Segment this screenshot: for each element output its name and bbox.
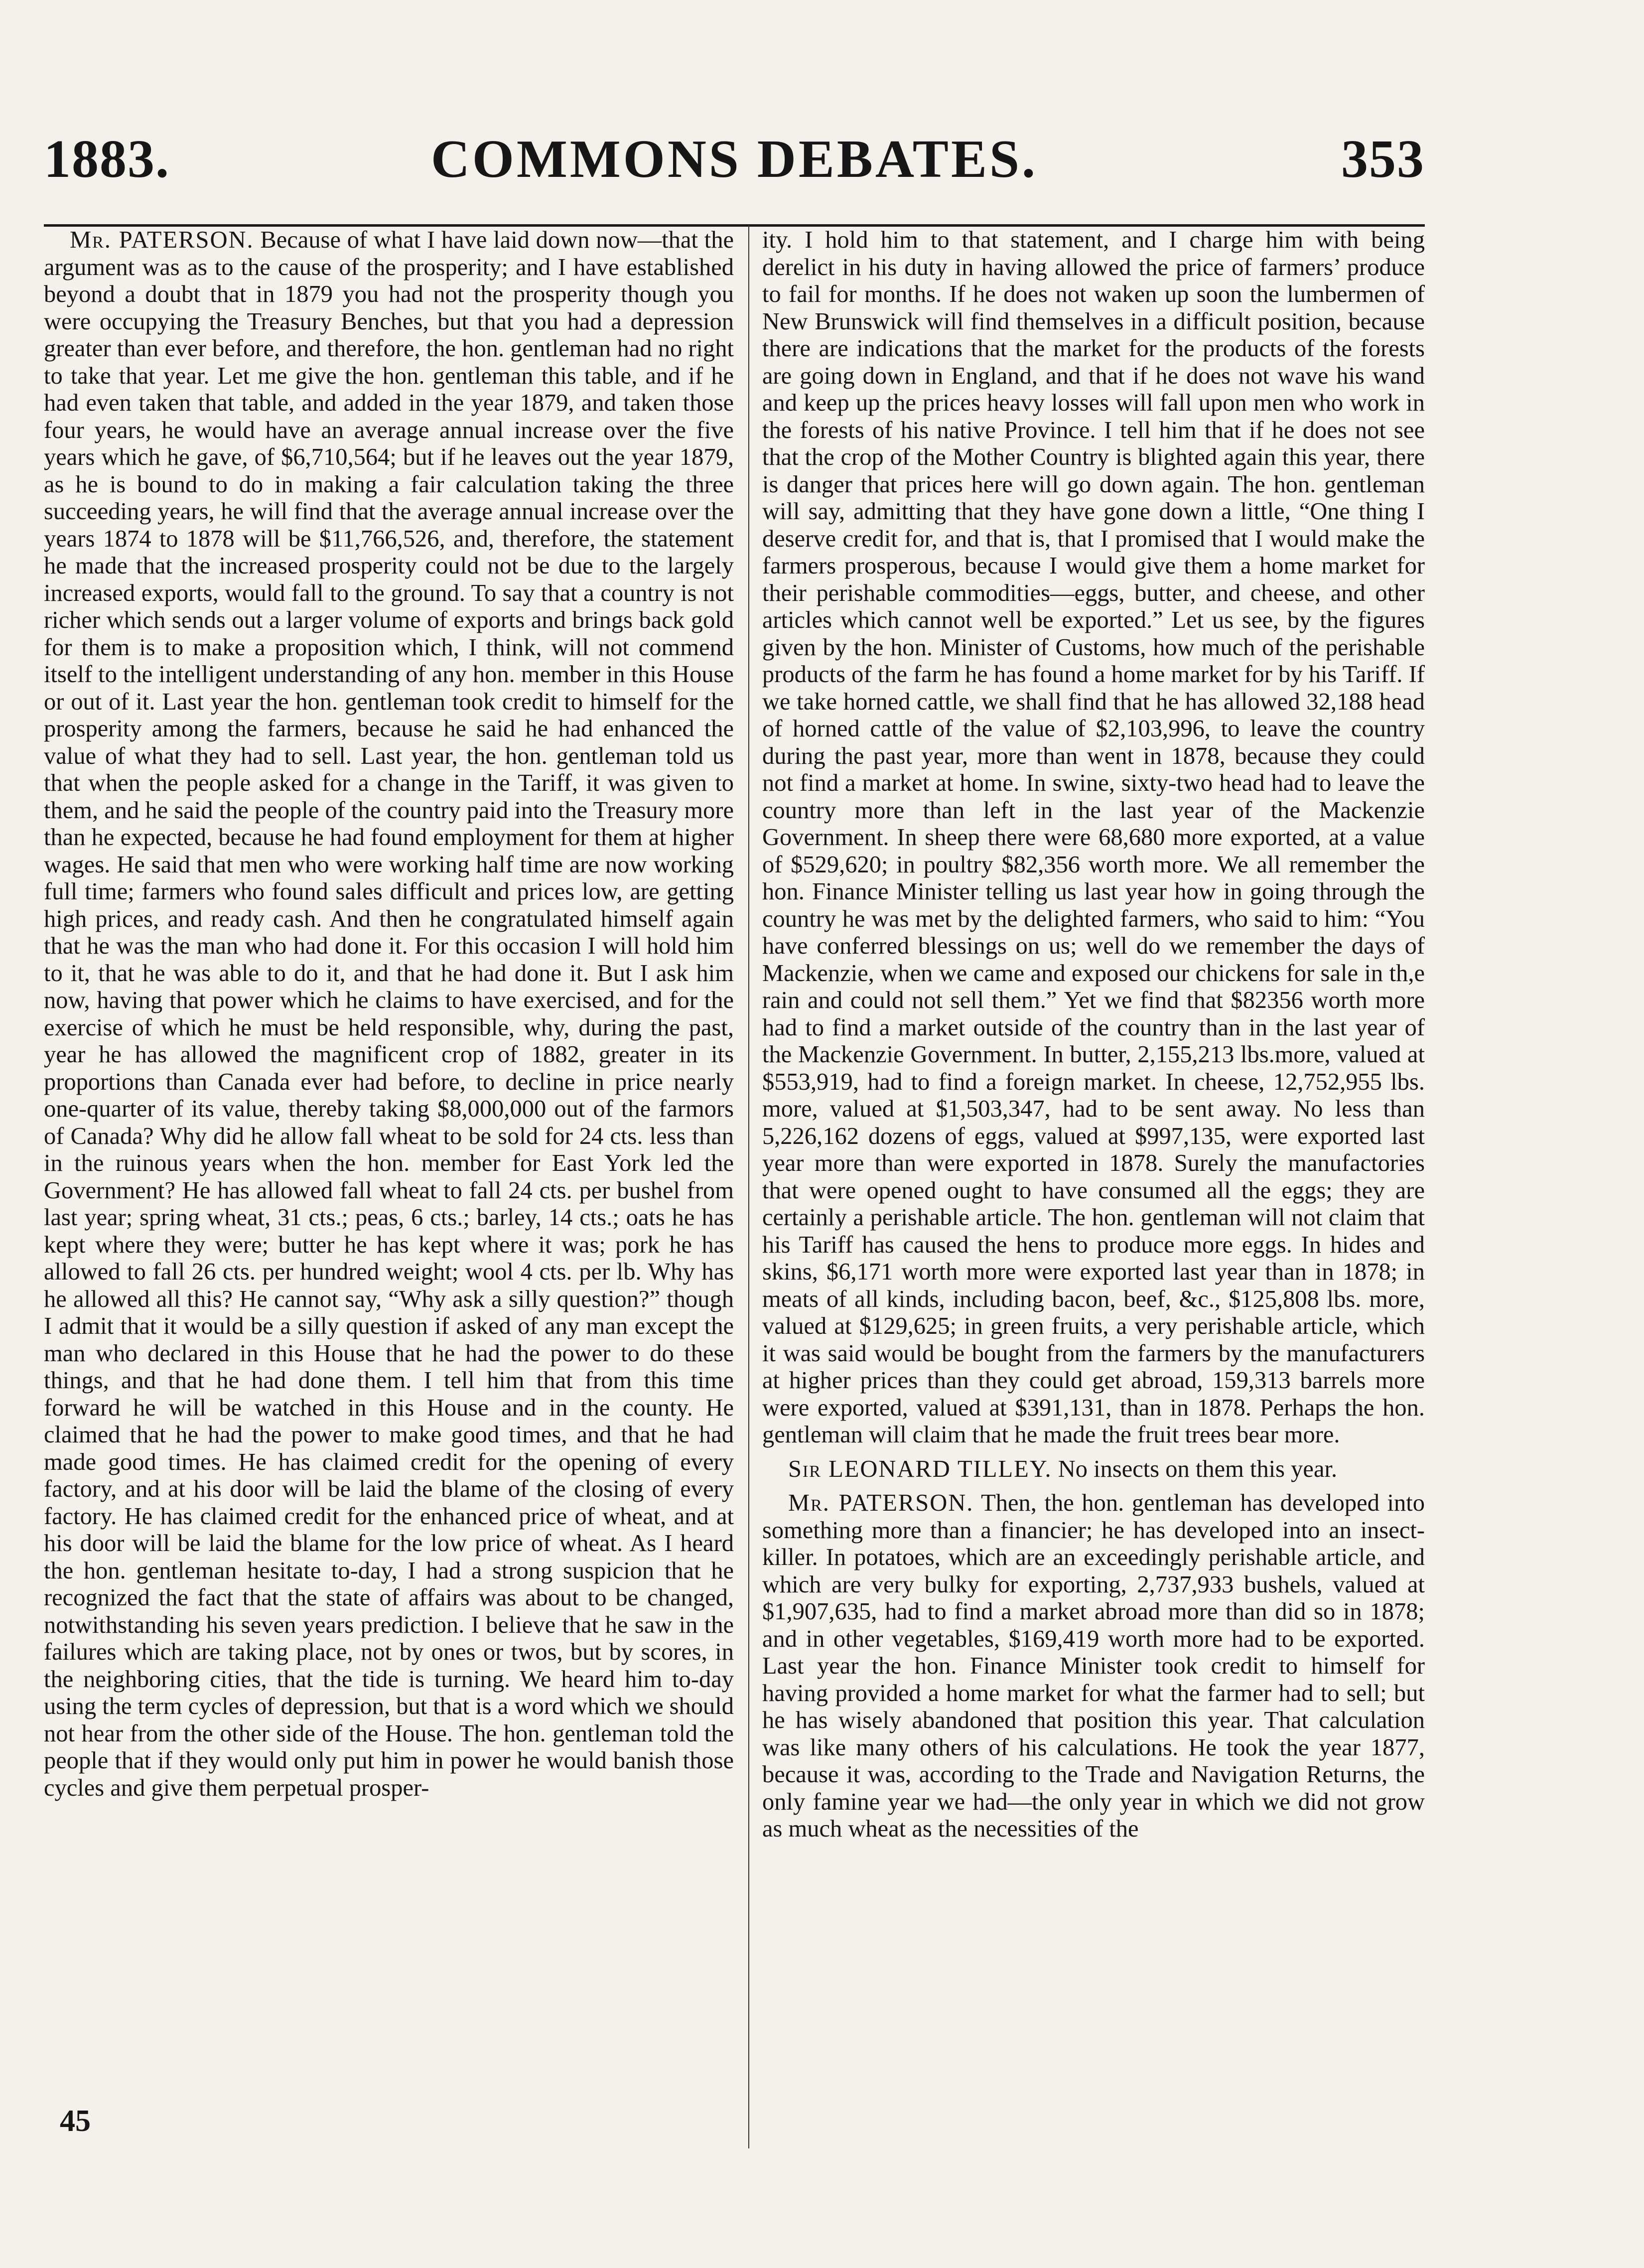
page-header [44,125,1425,214]
paragraph-paterson-1 [44,227,734,1802]
paragraph-text: ity. I hold him to that statement, and I charge him with being derelict in his duty in having allowed the price of farmers’ produce to fail for months. If he does not waken up soon the lumbermen of New Brunswick will find themselves in a difficult position, because there are indications that the market for the products of the forests are going down in England, and that if he does not wave his wand and keep up the prices heavy losses will fall upon men who work in the forests of his native Province. I tell him that if he does not see that the crop of the Mother Country is blighted again this year, there is danger that prices here will go down again. The hon. gentleman will say, admitting that they have gone down a little, “One thing I deserve credit for, and that is, that I promised that I would make the farmers prosperous, because I would give them a home market for their perishable commodities—eggs, butter, and cheese, and other articles which cannot well be exported.” Let us see, by the figures given by the hon. Minister of Customs, how much of the perishable products of the farm he has found a home market for by his Tariff. If we take horned cattle, we shall find that he has allowed 32,188 head of horned cattle of the value of $2,103,996, to leave the country during the past year, more than went in 1878, because they could not find a market at home. In swine, sixty-two head had to leave the country more than left in the last year of the Mackenzie Government. In sheep there were 68,680 more exported, at a value of $529,620; in poultry $82,356 worth more. We all remember the hon. Finance Minister telling us last year how in going through the country he was met by the delighted farmers, who said to him: “You have conferred blessings on us; well do we remember the days of Mackenzie, when we came and exposed our chickens for sale in th,e rain and could not sell them.” Yet we find that $82356 worth more had to find a market outside of the country than in the last year of the Mackenzie Government. In butter, 2,155,213 lbs.more, valued at $553,919, had to find a foreign market. In cheese, 12,752,955 lbs. more, valued at $1,503,347, had to be sent away. No less than 5,226,162 dozens of eggs, valued at $997,135, were exported last year more than were exported in 1878. Surely the manufactories that were opened ought to have consumed all the eggs; they are certainly a perishable article. The hon. gentleman will not claim that his Tariff has caused the hens to produce more eggs. In hides and skins, $6,171 worth more were exported last year than in 1878; in meats of all kinds, including bacon, beef, &c., $125,808 lbs. more, valued at $129,625; in green fruits, a very perishable article, which it was said would be bought from the farmers by the manufacturers at higher prices than they could get abroad, 159,313 barrels more were exported, valued at $391,131, than in 1878. Perhaps the hon. gentleman will claim that he made the fruit trees bear more. [762,227,1425,1448]
header-title: COMMONS DEBATES. [430,130,1038,189]
paragraph-paterson-2 [762,1490,1425,1843]
paragraph-text: Because of what I have laid down now—that the argument was as to the cause of the prosperity; and I have established beyond a doubt that in 1879 you had not the prosperity though you were occupying the Treasury Benches, but that you had a depression greater than ever before, and therefore, the hon. gentleman had no right to take that year. Let me give the hon. gentleman this table, and if he had even taken that table, and added in the year 1879, and taken those four years, he would have an average annual increase over the five years which he gave, of $6,710,564; but if he leaves out the year 1879, as he is bound to do in making a fair calculation taking the three succeeding years, he will find that the average annual increase over the years 1874 to 1878 will be $11,766,526, and, therefore, the statement he made that the increased prosperity could not be due to the largely increased exports, would fall to the ground. To say that a country is not richer which sends out a larger volume of exports and brings back gold for them is to make a proposition which, I think, will not commend itself to the intelligent understanding of any hon. member in this House or out of it. Last year the hon. gentleman took credit to himself for the prosperity among the farmers, because he said he had enhanced the value of what they had to sell. Last year, the hon. gentleman told us that when the people asked for a change in the Tariff, it was given to them, and he said the people of the country paid into the Treasury more than he expected, because he had found employment for them at higher wages. He said that men who were working half time are now working full time; farmers who found sales difficult and prices low, are getting high prices, and ready cash. And then he congratulated himself again that he was the man who had done it. For this occasion I will hold him to it, that he was able to do it, and that he had done it. But I ask him now, having that power which he claims to have exercised, and for the exercise of which he must be held responsible, why, during the past, year he has allowed the magnificent crop of 1882, greater in its proportions than Canada ever had before, to decline in price nearly one-quarter of its value, thereby taking $8,000,000 out of the farmors of Canada? Why did he allow fall wheat to be sold for 24 cts. less than in the ruinous years when the hon. member for East York led the Government? He has allowed fall wheat to fall 24 cts. per bushel from last year; spring wheat, 31 cts.; peas, 6 cts.; barley, 14 cts.; oats he has kept where they were; butter he has kept where it was; pork he has allowed to fall 26 cts. per hundred weight; wool 4 cts. per lb. Why has he allowed all this? He cannot say, “Why ask a silly question?” though I admit that it would be a silly question if asked of any man except the man who declared in this House that he had the power to do these things, and that he had done them. I tell him that from this time forward he will be watched in this House and in the county. He claimed that he had the power to make good times, and that he had made good times. He has claimed credit for the opening of every factory, and at his door will be laid the blame of the closing of every factory. He has claimed credit for the enhanced price of wheat, and at his door will be laid the blame for the low price of wheat. As I heard the hon. gentleman hesitate to-day, I had a strong suspicion that he recognized the fact that the state of affairs was about to be changed, notwithstanding his seven years prediction. I believe that he saw in the failures which are taking place, not by ones or twos, but by scores, in the neighboring cities, that the tide is turning. We heard him to-day using the term cycles of depression, but that is a word which we should not hear from the other side of the House. The hon. gentleman told the people that if they would only put him in power he would banish those cycles and give them perpetual prosper- [44,227,734,1801]
paragraph-text: Then, the hon. gentleman has developed into something more than a financier; he has developed into an insect-killer. In potatoes, which are an exceedingly perishable article, and which are very bulky for exporting, 2,737,933 bushels, valued at $1,907,635, had to find a market abroad more than did so in 1878; and in other vegetables, $169,419 worth more had to be exported. Last year the hon. Finance Minister took credit to himself for having provided a home market for what the farmer had to sell; but he has wisely abandoned that position this year. That calculation was like many others of his calculations. He took the year 1877, because it was, according to the Trade and Navigation Returns, the only famine year we had—the only year in which we did not grow as much wheat as the necessities of the [762,1490,1425,1842]
paragraph-text: No insects on them this year. [1058,1455,1338,1482]
speaker-name: Mr. PATERSON. [70,227,254,253]
speaker-name: Sir LEONARD TILLEY. [788,1455,1052,1482]
page-number: 353 [1341,130,1425,189]
right-column [762,227,1425,1843]
paragraph-tilley [762,1456,1425,1483]
signature-mark: 45 [60,2104,91,2138]
column-divider [748,225,749,2148]
speaker-name: Mr. PATERSON. [788,1490,974,1516]
left-column [44,227,734,1802]
header-year: 1883. [44,130,170,189]
paragraph-continued [762,227,1425,1449]
